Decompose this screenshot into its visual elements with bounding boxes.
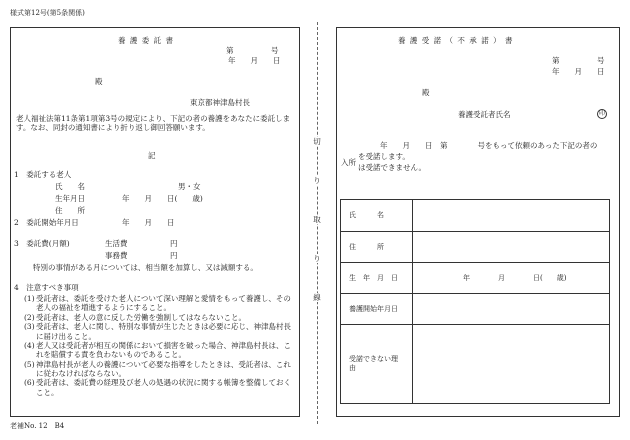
row-label-start: 養護開始年月日 [341, 294, 413, 325]
notes-heading: 4 注意すべき事項 [14, 283, 79, 292]
living-cost-yen: 円 [170, 239, 178, 248]
table-row [341, 263, 610, 294]
note-item: (6) 受託者は、委託費の経理及び老人の処遇の状況に関する帳簿を整備しておくこと。 [24, 378, 291, 397]
acceptance-title: 養 護 受 諾 （ 不 承 諾 ） 書 [398, 36, 514, 45]
acceptance-body-prefix: 入所 [341, 158, 356, 167]
cut-label-char: 切 [311, 137, 323, 146]
form-id: 様式第12号(第5条関係) [10, 9, 85, 17]
acceptance-number: 第 号 [552, 56, 605, 65]
acceptance-date: 年 月 日 [552, 67, 605, 76]
acceptance-body-line: 年 月 日 第 号をもって依頼のあった下記の者の [380, 141, 598, 150]
cut-label-char: り [311, 176, 323, 185]
row-value-birth: 年 月 日( 歳) [413, 263, 610, 294]
entrustment-intro: 老人福祉法第11条第1項第3号の規定により、下記の者の養護をあなたに委託します。なお、同封の通知書により折り返し御回答願います。 [16, 114, 291, 133]
acceptance-recipient: 殿 [422, 88, 430, 97]
section-elderly-heading: 1 委託する老人 [14, 170, 72, 179]
office-cost-yen: 円 [170, 251, 178, 260]
cut-label-char: 取 [311, 215, 323, 224]
start-date-label: 2 委託開始年月日 [14, 218, 79, 227]
entrustment-number: 第 号 [226, 46, 279, 55]
table-row [341, 200, 610, 232]
cut-label-char: り [311, 254, 323, 263]
entrustment-recipient: 殿 [95, 77, 103, 86]
row-value-address [413, 232, 610, 263]
row-label-birth: 生 年 月 日 [341, 263, 413, 294]
footer-code: 老補No. 12 B4 [10, 422, 65, 430]
decline-option: は受諾できません。 [358, 163, 426, 172]
cut-label-char: 線 [311, 293, 323, 302]
issuer-name: 東京都神津島村長 [190, 98, 250, 107]
living-cost-label: 生活費 [105, 239, 128, 248]
entrustment-title: 養 護 委 託 書 [118, 36, 175, 45]
note-item: (5) 神津島村長が老人の養護について必要な指導をしたときは、受託者は、これに従わなければならない。 [24, 359, 291, 378]
entrustment-date: 年 月 日 [228, 56, 281, 65]
note-item: (4) 老人又は受託者が相互の関係において損害を破った場合、神津島村長は、これを賠償する責を負わないものであること。 [24, 340, 291, 360]
ki-heading: 記 [148, 151, 156, 160]
note-item: (3) 受託者は、老人に関し、特別な事情が生じたときは必要に応じ、神津島村長に届け出ること。 [24, 322, 291, 341]
start-date-value: 年 月 日 [122, 218, 175, 227]
name-label: 氏 名 [55, 182, 85, 191]
fee-label: 3 委託費(月額) [14, 239, 70, 248]
note-item: (1) 受託者は、委託を受けた老人について深い理解と愛情をもって養護し、その老人の福祉を増進するようにすること。 [24, 294, 291, 313]
row-value-start [413, 294, 610, 325]
table-row [341, 325, 610, 404]
birth-label: 生年月日 [55, 194, 85, 203]
office-cost-label: 事務費 [105, 251, 128, 260]
row-label-reason: 受諾できない理 由 [341, 325, 413, 404]
fee-note: 特別の事情がある月については、相当額を加算し、又は減額する。 [33, 263, 258, 272]
row-value-name [413, 200, 610, 232]
row-label-address: 住 所 [341, 232, 413, 263]
row-label-name: 氏 名 [341, 200, 413, 232]
note-item: (2) 受託者は、老人の意に反した労働を強制してはならないこと。 [24, 312, 246, 322]
birth-value: 年 月 日( 歳) [122, 194, 203, 203]
row-value-reason [413, 325, 610, 404]
acceptor-name-label: 養護受託者氏名 [458, 110, 511, 119]
notes-list [24, 294, 296, 397]
acceptance-table [340, 199, 610, 404]
table-row [341, 294, 610, 325]
gender-label: 男・女 [178, 182, 201, 191]
address-label: 住 所 [55, 206, 85, 215]
seal-mark: 印 [598, 110, 605, 117]
accept-option: を受諾します。 [358, 152, 410, 161]
table-row [341, 232, 610, 263]
